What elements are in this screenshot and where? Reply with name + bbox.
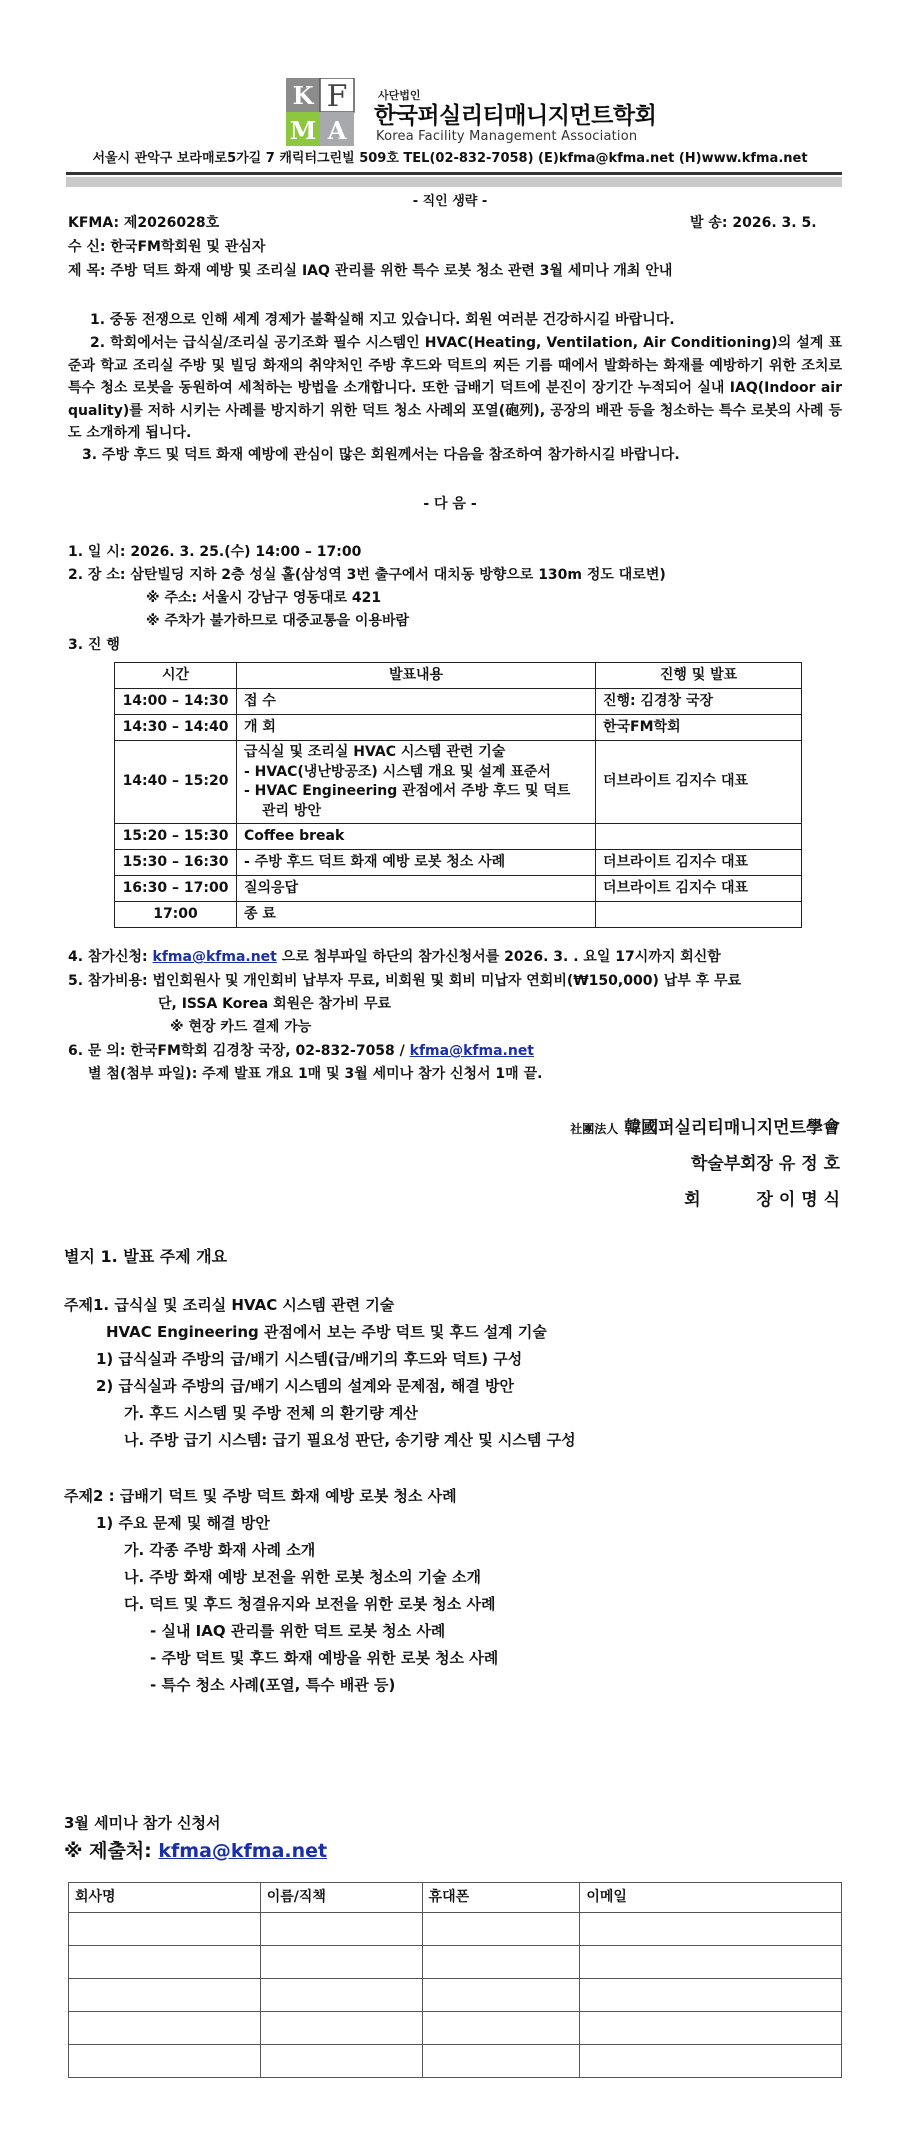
body-paragraph-2: 2. 학회에서는 급식실/조리실 공기조화 필수 시스템인 HVAC(Heating, Ventilation, Air Conditioning)의 설계 표준과 학교 조리실 주방 및 빌딩 화재의 취약처인 주방 후드와 덕트의 찌든 기름 때에서 발화하는 화재를 예방하기 위한 조치로 특수 청소 로봇을 동원하여 세척하는 방법을 소개합니다. 또한 급배기 덕트에 분진이 장기간 누적되어 실내 IAQ(Indoor air quality)를 저하 시키는 사례를 방지하기 위한 덕트 청소 사례외 포열(砲列), 공장의 배관 등을 청소하는 특수 로봇의 사례 등도 소개하게 됩니다. bbox=[68, 335, 842, 441]
topic2-title: 주제2 : 급배기 덕트 및 주방 덕트 화재 예방 로봇 청소 사례 bbox=[64, 1487, 457, 1505]
place-line bbox=[68, 566, 848, 586]
topic1-item: 나. 주방 급기 시스템: 급기 필요성 판단, 송기량 계산 및 시스템 구성 bbox=[124, 1431, 576, 1449]
schedule-row bbox=[115, 741, 802, 824]
application-cell[interactable] bbox=[260, 1913, 422, 1946]
application-cell[interactable] bbox=[580, 1913, 842, 1946]
logo-letter-k: K bbox=[292, 81, 314, 110]
schedule-who: 더브라이트 김지수 대표 bbox=[596, 850, 802, 876]
schedule-who bbox=[596, 902, 802, 928]
schedule-header-time: 시간 bbox=[115, 663, 237, 689]
logo-small-label: 사단법인 bbox=[378, 89, 421, 102]
application-cell[interactable] bbox=[580, 2045, 842, 2078]
schedule-header-row bbox=[115, 663, 802, 689]
signature-org-name: 韓國퍼실리티매니지먼트學會 bbox=[624, 1118, 840, 1138]
recipient-line bbox=[68, 238, 265, 258]
application-submit-line bbox=[64, 1838, 327, 1865]
header-band bbox=[66, 177, 842, 187]
logo-org-name: 한국퍼실리티매니지먼트학회 bbox=[374, 103, 657, 129]
schedule-row bbox=[115, 715, 802, 741]
topic2-subitem: - 주방 덕트 및 후드 화재 예방을 위한 로봇 청소 사례 bbox=[150, 1649, 499, 1667]
progress-label: 3. 진 행 bbox=[68, 637, 120, 653]
signature-president-a: 회 bbox=[684, 1190, 701, 1210]
registration-email-link[interactable]: kfma@kfma.net bbox=[152, 949, 277, 965]
annex-title: 별지 1. 발표 주제 개요 bbox=[64, 1247, 228, 1266]
doc-number: KFMA: 제2026028호 bbox=[68, 215, 220, 231]
schedule-time: 14:40 – 15:20 bbox=[115, 741, 237, 824]
schedule-who bbox=[596, 824, 802, 850]
signature-org-prefix: 社團法人 bbox=[570, 1122, 619, 1136]
schedule-content-line: - HVAC(냉난방공조) 시스템 개요 및 설계 표준서 bbox=[244, 763, 551, 780]
attachment-label: 별 첨 bbox=[88, 1066, 120, 1082]
signature-vice-president: 학술부회장 유 정 호 bbox=[690, 1154, 840, 1174]
application-cell[interactable] bbox=[422, 1979, 580, 2012]
schedule-time: 15:30 – 16:30 bbox=[115, 850, 237, 876]
schedule-row bbox=[115, 850, 802, 876]
signature-president-b: 장 이 명 식 bbox=[756, 1190, 840, 1210]
schedule-content-line: 관리 방안 bbox=[262, 802, 321, 819]
application-cell[interactable] bbox=[260, 2012, 422, 2045]
fee-text: 법인회원사 및 개인회비 납부자 무료, 비회원 및 회비 미납자 연회비(₩150,000) 납부 후 무료 bbox=[152, 973, 742, 989]
schedule-time: 17:00 bbox=[115, 902, 237, 928]
inquiry-email-link[interactable]: kfma@kfma.net bbox=[409, 1043, 535, 1059]
schedule-content: - 주방 후드 덕트 화재 예방 로봇 청소 사례 bbox=[237, 850, 596, 876]
signature-president bbox=[684, 1189, 840, 1213]
application-cell[interactable] bbox=[422, 1913, 580, 1946]
application-blank-row bbox=[69, 1979, 842, 2012]
schedule-header-who: 진행 및 발표 bbox=[596, 663, 802, 689]
schedule-time: 15:20 – 15:30 bbox=[115, 824, 237, 850]
registration-text: 으로 첨부파일 하단의 참가신청서를 2026. 3. . 요일 17시까지 회신함 bbox=[281, 949, 721, 965]
address-line: 서울시 관악구 보라매로5가길 7 캐릭터그린빌 509호 TEL(02-832-7058) (E)kfma@kfma.net (H)www.kfma.net bbox=[92, 151, 808, 166]
date-line bbox=[68, 543, 361, 563]
topic1-item: 가. 후드 시스템 및 주방 전체 의 환기량 계산 bbox=[124, 1404, 418, 1422]
application-cell[interactable] bbox=[69, 1979, 261, 2012]
body-paragraph-1: 1. 중동 전쟁으로 인해 세계 경제가 불확실해 지고 있습니다. 회원 여러분 건강하시길 바랍니다. bbox=[90, 312, 675, 328]
notice-title: - 다 음 - bbox=[423, 496, 477, 512]
schedule-time: 14:00 – 14:30 bbox=[115, 689, 237, 715]
topic1-title: 주제1. 급식실 및 조리실 HVAC 시스템 관련 기술 bbox=[64, 1296, 395, 1314]
body-paragraph-3: 3. 주방 후드 및 덕트 화재 예방에 관심이 많은 회원께서는 다음을 참조하여 참가하시길 바랍니다. bbox=[82, 447, 680, 463]
schedule-who: 더브라이트 김지수 대표 bbox=[596, 876, 802, 902]
schedule-content-multiline bbox=[237, 741, 596, 824]
application-cell[interactable] bbox=[580, 1979, 842, 2012]
seal-omission-note: - 직인 생략 - bbox=[412, 194, 488, 209]
schedule-content-line: - HVAC Engineering 관점에서 주방 후드 및 덕트 bbox=[244, 783, 571, 800]
schedule-row bbox=[115, 689, 802, 715]
letterhead bbox=[0, 60, 900, 150]
topic1-item: 2) 급식실과 주방의 급/배기 시스템의 설계와 문제점, 해결 방안 bbox=[96, 1377, 515, 1395]
logo-letter-m: M bbox=[289, 116, 317, 145]
schedule-row bbox=[115, 876, 802, 902]
kfma-logo-icon bbox=[286, 78, 368, 150]
fee-exception: 단, ISSA Korea 회원은 참가비 무료 bbox=[158, 996, 392, 1012]
application-cell[interactable] bbox=[580, 1946, 842, 1979]
logo-letter-a: A bbox=[327, 116, 347, 145]
application-table bbox=[68, 1882, 842, 2078]
application-cell[interactable] bbox=[69, 1946, 261, 1979]
application-blank-row bbox=[69, 1913, 842, 1946]
topic1-item: 1) 급식실과 주방의 급/배기 시스템(급/배기의 후드와 덕트) 구성 bbox=[96, 1350, 523, 1368]
schedule-content: 질의응답 bbox=[237, 876, 596, 902]
registration-line bbox=[68, 948, 858, 968]
application-cell[interactable] bbox=[69, 2045, 261, 2078]
application-cell[interactable] bbox=[69, 1913, 261, 1946]
registration-label: 4. 참가신청: bbox=[68, 949, 148, 965]
application-cell[interactable] bbox=[260, 1946, 422, 1979]
fee-label: 5. 참가비용: bbox=[68, 973, 148, 989]
application-cell[interactable] bbox=[422, 2045, 580, 2078]
application-header-email: 이메일 bbox=[580, 1883, 842, 1913]
attachment-text: (첨부 파일): 주제 발표 개요 1매 및 3월 세미나 참가 신청서 1매 끝. bbox=[119, 1066, 543, 1082]
schedule-time: 16:30 – 17:00 bbox=[115, 876, 237, 902]
inquiry-line bbox=[68, 1042, 858, 1062]
application-submit-label: ※ 제출처: bbox=[64, 1840, 152, 1862]
schedule-time: 14:30 – 14:40 bbox=[115, 715, 237, 741]
schedule-who: 한국FM학회 bbox=[596, 715, 802, 741]
date-value: 2026. 3. 25.(수) 14:00 – 17:00 bbox=[130, 544, 362, 560]
fee-card-note: ※ 현장 카드 결제 가능 bbox=[170, 1019, 312, 1035]
header-rule bbox=[66, 172, 842, 175]
inquiry-text: 한국FM학회 김경창 국장, 02-832-7058 / bbox=[130, 1043, 405, 1059]
date-label: 1. 일 시: bbox=[68, 544, 126, 560]
application-cell[interactable] bbox=[69, 2012, 261, 2045]
application-blank-row bbox=[69, 2045, 842, 2078]
topic1-subtitle: HVAC Engineering 관점에서 보는 주방 덕트 및 후드 설계 기술 bbox=[106, 1323, 547, 1341]
application-header-name: 이름/직책 bbox=[260, 1883, 422, 1913]
place-label: 2. 장 소: bbox=[68, 567, 126, 583]
application-submit-email-link[interactable]: kfma@kfma.net bbox=[158, 1840, 328, 1862]
attachment-line bbox=[88, 1065, 858, 1085]
application-header-row bbox=[69, 1883, 842, 1913]
schedule-header-content: 발표내용 bbox=[237, 663, 596, 689]
schedule-content: 종 료 bbox=[237, 902, 596, 928]
logo-letter-f: F bbox=[326, 79, 348, 114]
place-value: 삼탄빌딩 지하 2층 성실 홀(삼성역 3번 출구에서 대치동 방향으로 130m 정도 대로변) bbox=[130, 567, 666, 583]
subject: 주방 덕트 화재 예방 및 조리실 IAQ 관리를 위한 특수 로봇 청소 관련 3월 세미나 개최 안내 bbox=[110, 263, 673, 279]
parking-note: ※ 주차가 불가하므로 대중교통을 이용바람 bbox=[146, 613, 410, 629]
schedule-table bbox=[114, 662, 802, 928]
application-blank-row bbox=[69, 2012, 842, 2045]
subject-label: 제 목: bbox=[68, 263, 106, 279]
schedule-content: Coffee break bbox=[237, 824, 596, 850]
topic2-item: 가. 각종 주방 화재 사례 소개 bbox=[124, 1541, 316, 1559]
send-date: 발 송: 2026. 3. 5. bbox=[690, 215, 817, 231]
application-header-phone: 휴대폰 bbox=[422, 1883, 580, 1913]
application-cell[interactable] bbox=[260, 2045, 422, 2078]
topic2-item: 다. 덕트 및 후드 청결유지와 보전을 위한 로봇 청소 사례 bbox=[124, 1595, 496, 1613]
signature-org bbox=[570, 1117, 840, 1141]
schedule-row bbox=[115, 902, 802, 928]
application-blank-row bbox=[69, 1946, 842, 1979]
application-title: 3월 세미나 참가 신청서 bbox=[64, 1814, 221, 1832]
recipient-label: 수 신: bbox=[68, 239, 106, 255]
schedule-who: 더브라이트 김지수 대표 bbox=[596, 741, 802, 824]
application-header-company: 회사명 bbox=[69, 1883, 261, 1913]
logo-english-name: Korea Facility Management Association bbox=[376, 129, 638, 144]
schedule-who: 진행: 김경창 국장 bbox=[596, 689, 802, 715]
application-cell[interactable] bbox=[422, 2012, 580, 2045]
schedule-content-line: 급식실 및 조리실 HVAC 시스템 관련 기술 bbox=[244, 744, 506, 760]
application-cell[interactable] bbox=[422, 1946, 580, 1979]
schedule-row bbox=[115, 824, 802, 850]
application-cell[interactable] bbox=[260, 1979, 422, 2012]
subject-line bbox=[68, 262, 848, 282]
schedule-content: 개 회 bbox=[237, 715, 596, 741]
application-cell[interactable] bbox=[580, 2012, 842, 2045]
topic2-item: 1) 주요 문제 및 해결 방안 bbox=[96, 1514, 270, 1532]
fee-line bbox=[68, 972, 858, 992]
topic2-subitem: - 실내 IAQ 관리를 위한 덕트 로봇 청소 사례 bbox=[150, 1622, 446, 1640]
schedule-content: 접 수 bbox=[237, 689, 596, 715]
topic2-item: 나. 주방 화재 예방 보전을 위한 로봇 청소의 기술 소개 bbox=[124, 1568, 481, 1586]
place-address-note: ※ 주소: 서울시 강남구 영동대로 421 bbox=[146, 590, 382, 606]
recipient: 한국FM학회원 및 관심자 bbox=[110, 239, 266, 255]
topic2-subitem: - 특수 청소 사례(포열, 특수 배관 등) bbox=[150, 1676, 396, 1694]
inquiry-label: 6. 문 의: bbox=[68, 1043, 126, 1059]
